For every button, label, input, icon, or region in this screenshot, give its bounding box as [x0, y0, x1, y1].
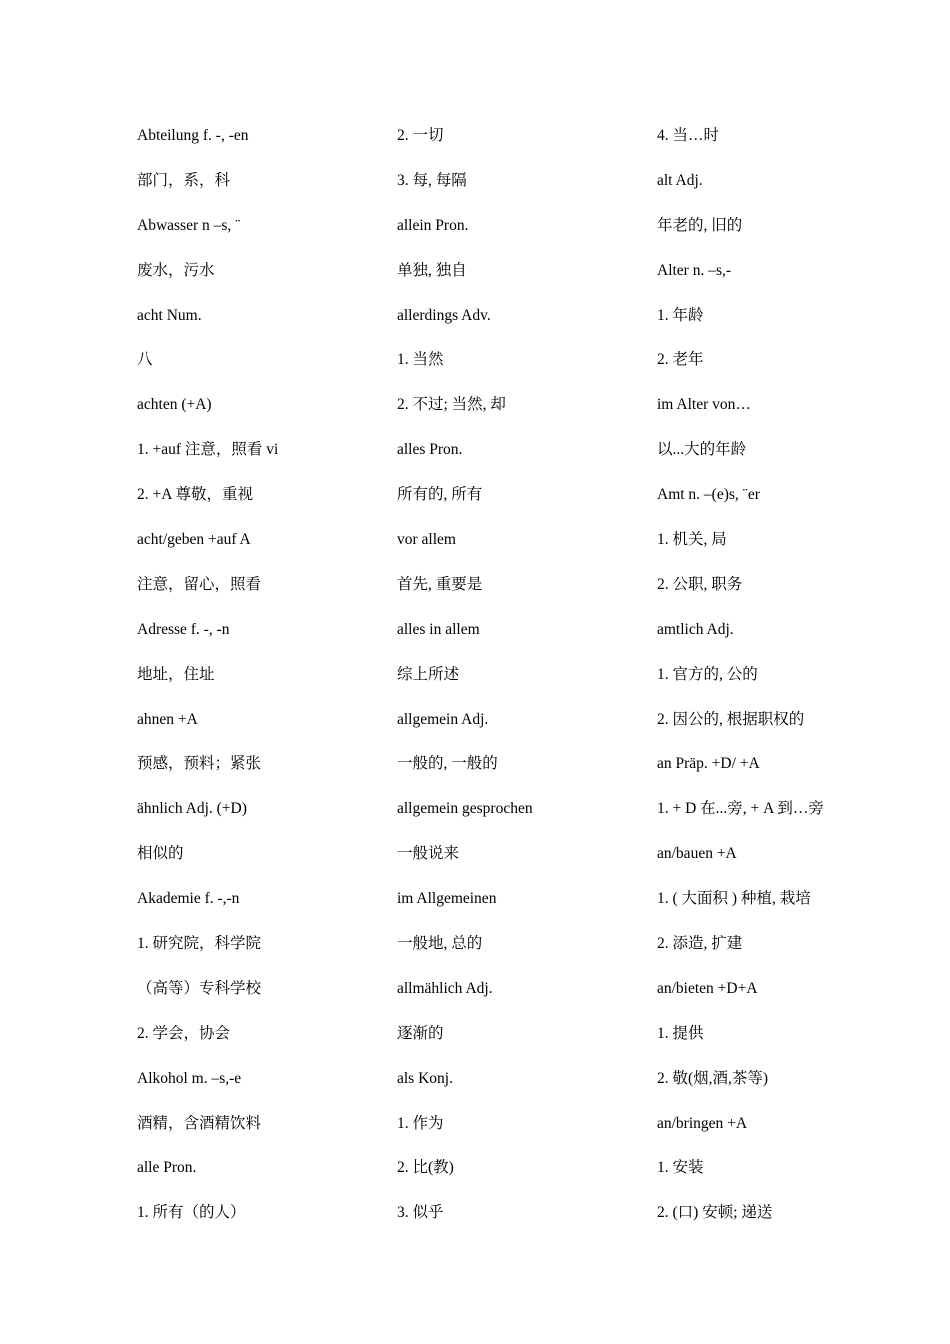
- text-line: 1. 年龄: [657, 306, 704, 324]
- text-line: 1. 研究院，科学院: [137, 935, 262, 953]
- text-line: vor allem: [397, 531, 456, 549]
- text-line: 注意，留心，照看: [137, 575, 262, 593]
- text-line: allein Pron.: [397, 216, 469, 234]
- text-line: 1. ( 大面积 ) 种植, 栽培: [657, 890, 811, 908]
- text-line: als Konj.: [397, 1069, 453, 1087]
- text-line: 一般的, 一般的: [397, 755, 498, 773]
- text-line: 1. 机关, 局: [657, 531, 727, 549]
- text-line: Alter n. –s,-: [657, 261, 732, 279]
- text-line: 2. 因公的, 根据职权的: [657, 710, 805, 728]
- text-line: 1. 安装: [657, 1159, 704, 1177]
- text-line: 年老的, 旧的: [657, 216, 743, 234]
- text-line: 地址，住址: [137, 665, 215, 683]
- text-line: 3. 每, 每隔: [397, 171, 467, 189]
- text-line: 部门，系，科: [137, 171, 231, 189]
- text-line: im Alter von…: [657, 396, 751, 414]
- text-line: alt Adj.: [657, 171, 703, 189]
- text-line: 1. 官方的, 公的: [657, 665, 758, 683]
- text-line: 首先, 重要是: [397, 575, 483, 593]
- text-line: Amt n. –(e)s, ¨er: [657, 486, 760, 504]
- text-line: 2. 老年: [657, 351, 704, 369]
- text-line: an/bauen +A: [657, 845, 737, 863]
- text-line: Akademie f. -,-n: [137, 890, 240, 908]
- text-line: alle Pron.: [137, 1159, 197, 1177]
- text-line: 预感，预料；紧张: [137, 755, 262, 773]
- text-line: allgemein Adj.: [397, 710, 489, 728]
- text-line: acht/geben +auf A: [137, 531, 251, 549]
- text-line: Adresse f. -, -n: [137, 620, 230, 638]
- text-line: 相似的: [137, 845, 184, 863]
- text-line: 1. 提供: [657, 1024, 704, 1042]
- text-line: 一般说来: [397, 845, 460, 863]
- text-line: Alkohol m. –s,-e: [137, 1069, 242, 1087]
- text-line: 1. 作为: [397, 1114, 444, 1132]
- column-1: [137, 124, 377, 1246]
- text-line: acht Num.: [137, 306, 202, 324]
- text-line: allgemein gesprochen: [397, 800, 533, 818]
- text-line: im Allgemeinen: [397, 890, 497, 908]
- text-line: ähnlich Adj. (+D): [137, 800, 247, 818]
- text-line: 1. 当然: [397, 351, 444, 369]
- text-line: 1. + D 在...旁, + A 到…旁: [657, 800, 824, 818]
- text-line: 2. 添造, 扩建: [657, 935, 743, 953]
- text-line: 2. (口) 安顿; 递送: [657, 1204, 773, 1222]
- text-line: Abwasser n –s, ¨: [137, 216, 241, 234]
- text-line: 单独, 独自: [397, 261, 467, 279]
- text-line: 2. 敬(烟,酒,茶等): [657, 1069, 769, 1087]
- text-line: Abteilung f. -, -en: [137, 127, 249, 144]
- text-line: 2. +A 尊敬，重视: [137, 486, 253, 504]
- text-line: 废水，污水: [137, 261, 215, 279]
- column-3: [657, 124, 917, 1246]
- column-2: [397, 124, 637, 1246]
- text-line: alles in allem: [397, 620, 480, 638]
- text-line: 八: [137, 351, 153, 369]
- text-line: 1. +auf 注意，照看 vi: [137, 441, 279, 459]
- text-line: 综上所述: [397, 665, 460, 683]
- text-line: achten (+A): [137, 396, 212, 414]
- text-line: amtlich Adj.: [657, 620, 734, 638]
- text-line: an/bringen +A: [657, 1114, 748, 1132]
- text-line: 1. 所有（的人）: [137, 1204, 246, 1222]
- text-line: 2. 学会，协会: [137, 1024, 231, 1042]
- text-line: allerdings Adv.: [397, 306, 491, 324]
- text-line: 2. 公职, 职务: [657, 575, 743, 593]
- text-line: 逐渐的: [397, 1024, 444, 1042]
- text-line: an Präp. +D/ +A: [657, 755, 760, 773]
- text-line: 一般地, 总的: [397, 935, 483, 953]
- text-line: 以...大的年龄: [657, 441, 747, 459]
- text-line: 2. 一切: [397, 127, 444, 144]
- text-line: an/bieten +D+A: [657, 979, 758, 997]
- text-line: allmählich Adj.: [397, 979, 493, 997]
- text-line: ahnen +A: [137, 710, 198, 728]
- text-line: 酒精，含酒精饮料: [137, 1114, 262, 1132]
- text-line: 2. 不过; 当然, 却: [397, 396, 506, 414]
- text-line: 2. 比(教): [397, 1159, 454, 1177]
- text-line: 3. 似乎: [397, 1204, 444, 1222]
- text-line: （高等）专科学校: [137, 979, 262, 997]
- text-line: 4. 当…时: [657, 127, 720, 144]
- text-line: alles Pron.: [397, 441, 463, 459]
- text-line: 所有的, 所有: [397, 486, 483, 504]
